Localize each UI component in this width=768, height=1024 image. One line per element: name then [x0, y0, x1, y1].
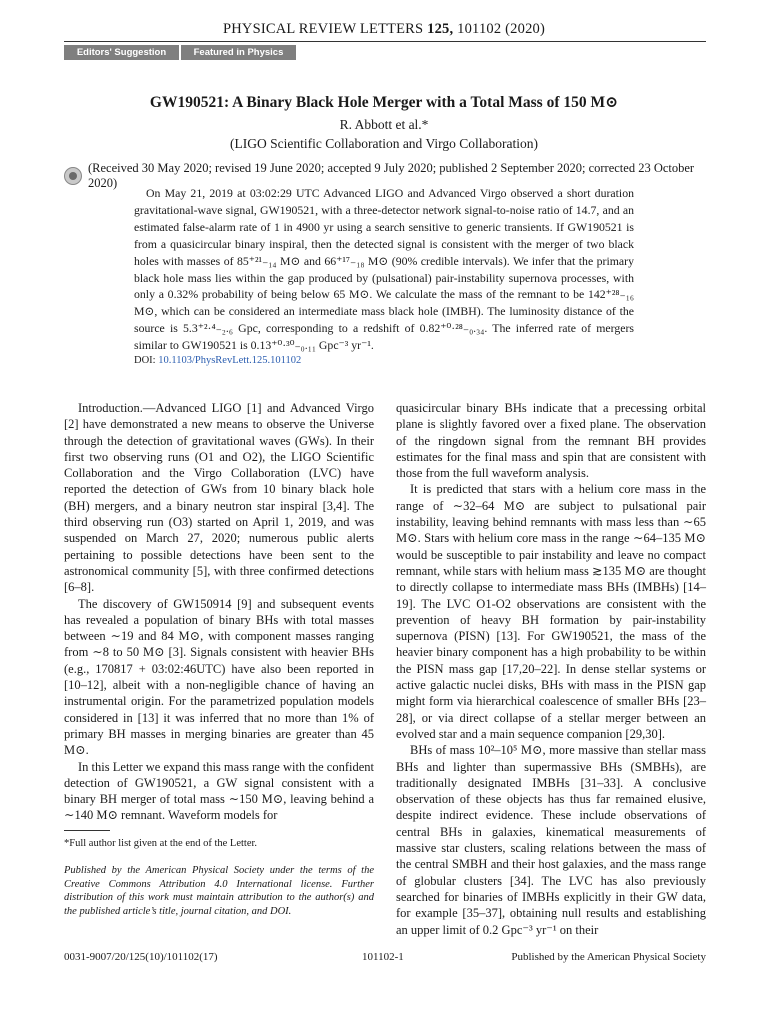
doi-line — [134, 355, 301, 366]
paragraph: In this Letter we expand this mass range with the confident detection of GW190521, a GW signal consistent with a binary BH merger of total mass ∼150 M⊙, leaving behind a ∼140 M⊙ remnant. Waveform models for — [64, 759, 374, 823]
left-column — [64, 400, 374, 824]
paragraph: It is predicted that stars with a helium core mass in the range of ∼32–64 M⊙ are subject to pulsational pair instability, leaving behind remnants with mass less than ∼65 M⊙. Stars with helium core mass in the range ∼64–135 M⊙ would be susceptible to pair instability and leave no compact remnant, while stars with helium mass ≳135 M⊙ are thought to directly collapse to intermediate mass BHs (IMBHs) [14–19]. The LVC O1-O2 observations are consistent with the prevention of heavy BH formation by pair-instability supernova (PISN) [13]. For GW190521, the mass of the heavier binary component has a high probability to be within the PISN mass gap [17,20–22]. In dense stellar systems or active galactic nuclei disks, BHs with mass in the PISN gap might form via hierarchical coalescence of smaller BHs [23–28], or via direct collapse of a stellar merger between an evolved star and a main sequence companion [29,30]. — [396, 482, 706, 741]
doi-label: DOI: — [134, 355, 156, 366]
abstract: On May 21, 2019 at 03:02:29 UTC Advanced LIGO and Advanced Virgo observed a short duration gravitational-wave signal, GW190521, with a three-detector network signal-to-noise ratio of 14.7, and an estimated false-alarm rate of 1 in 4900 yr using a search sensitive to generic transients. If GW190521 is from a quasicircular binary inspiral, then the detected signal is consistent with the merger of two black holes with masses of 85⁺²¹₋₁₄ M⊙ and 66⁺¹⁷₋₁₈ M⊙ (90% credible intervals). We infer that the primary black hole mass lies within the gap produced by (pulsational) pair-instability supernova processes, with only a 0.32% probability of being below 65 M⊙. We calculate the mass of the remnant to be 142⁺²⁸₋₁₆ M⊙, which can be considered an intermediate mass black hole (IMBH). The luminosity distance of the source is 5.3⁺²·⁴₋₂.₆ Gpc, corresponding to a redshift of 0.82⁺⁰·²⁸₋₀.₃₄. The inferred rate of mergers similar to GW190521 is 0.13⁺⁰·³⁰₋₀.₁₁ Gpc⁻³ yr⁻¹. — [134, 186, 634, 353]
paper-title: GW190521: A Binary Black Hole Merger with a Total Mass of 150 M⊙ — [149, 94, 619, 111]
author-line: R. Abbott et al.* — [339, 117, 429, 132]
paragraph: quasicircular binary BHs indicate that a precessing orbital plane is slightly favored over a fixed plane. The observation of the ringdown signal from the remnant BH provides estimates for the final mass and spin that are consistent with those from the full waveform analysis. — [396, 401, 706, 481]
footer-issn: 0031-9007/20/125(10)/101102(17) — [64, 951, 218, 963]
journal-name: PHYSICAL REVIEW LETTERS — [222, 21, 424, 37]
paragraph: Introduction.—Advanced LIGO [1] and Advanced Virgo [2] have demonstrated a new means to observe the Universe through the detection of gravitational waves (GWs). In their first two observing runs (O1 and O2), the LIGO Scientific Collaboration and the Virgo Collaboration (LVC) have reported the detection of GWs from 10 binary black hole (BH) mergers, and a binary neutron star inspiral [3,4]. The third observing run (O3) started on April 1, 2019, and was suspended on March 27, 2020; numerous public alerts pertaining to possible detections have been sent to the astronomical community [5], with three confirmed detections [6–8]. — [64, 401, 374, 595]
crossmark-icon[interactable] — [64, 167, 82, 185]
author-footnote: *Full author list given at the end of the Letter. — [64, 838, 258, 849]
journal-header — [0, 21, 768, 38]
editors-suggestion-badge[interactable]: Editors' Suggestion — [64, 45, 179, 60]
footnote-rule — [64, 830, 110, 831]
article-number: 101102 (2020) — [457, 21, 546, 37]
journal-volume: 125, — [427, 21, 454, 37]
collaboration-line: (LIGO Scientific Collaboration and Virgo Collaboration) — [229, 136, 538, 151]
footer-publisher: Published by the American Physical Society — [511, 951, 706, 963]
received-dates: (Received 30 May 2020; revised 19 June 2020; accepted 9 July 2020; published 2 September 2020; corrected 23 October 2020) — [88, 161, 695, 190]
badge-bar — [64, 45, 296, 60]
header-rule — [64, 41, 706, 42]
featured-in-physics-badge[interactable]: Featured in Physics — [181, 45, 296, 60]
right-column — [396, 400, 706, 938]
paragraph: BHs of mass 10²–10⁵ M⊙, more massive than stellar mass BHs and lighter than supermassive BHs (SMBHs), are traditionally designated IMBHs [31–33]. A conclusive observation of these objects has thus far remained elusive, despite indirect evidence. These include observations of central BHs in galaxies, kinematical measurements of massive star clusters, scaling relations between the mass of the central SMBH and their host galaxies, and the mass range of globular clusters [34]. The LVC has also previously searched for binaries of IMBHs explicitly in their GW data, for example [35–37], obtaining null results and establishing an upper limit of 0.2 Gpc⁻³ yr⁻¹ on their — [396, 743, 706, 937]
paragraph: The discovery of GW150914 [9] and subsequent events has revealed a population of binary BHs with total masses between ∼19 and 84 M⊙, with component masses ranging from ∼8 to 50 M⊙ [3]. Signals consistent with heavier BHs (e.g., 170817 + 03:02:46UTC) have also been reported in [10–12], albeit with a non-negligible chance of having an instrumental origin. For the parametrized population models considered in [13] it was inferred that no more than 1% of primary BH masses in merging binaries are greater than 45 M⊙. — [64, 596, 374, 758]
footer-page-number: 101102-1 — [362, 951, 404, 963]
doi-link[interactable]: 10.1103/PhysRevLett.125.101102 — [158, 355, 302, 366]
license-statement: Published by the American Physical Society under the terms of the Creative Commons Attribution 4.0 International license. Further distribution of this work must maintain attribution to the author(s) and the published article’s title, journal citation, and DOI. — [64, 865, 374, 917]
